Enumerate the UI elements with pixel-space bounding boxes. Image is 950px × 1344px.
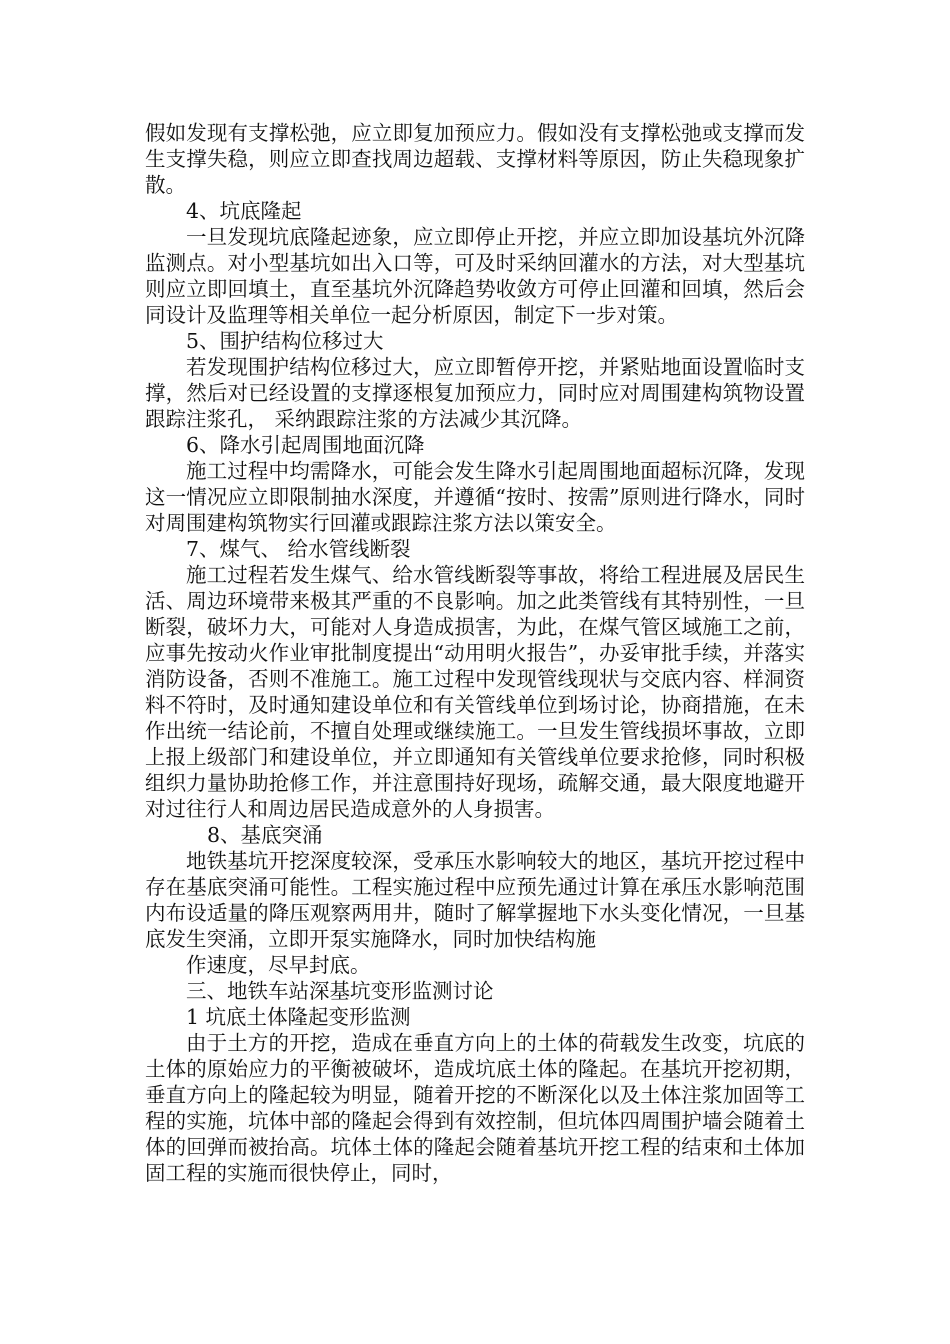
heading-section-three: 三、地铁车站深基坑变形监测讨论 xyxy=(186,979,494,1003)
paragraph-heave-monitoring: 由于土方的开挖，造成在垂直方向上的土体的荷载发生改变，坑底的土体的原始应力的平衡被破坏，造成坑底土体的隆起。在基坑开挖初期，垂直方向上的隆起较为明显，随着开挖的不断深化以及土体注浆加固等工程的实施，坑体中部的隆起会得到有效控制，但坑体四周围护墙会随着土体的回弹而被抬高。坑体土体的隆起会随着基坑开挖工程的结束和土体加固工程的实施而很快停止，同时， xyxy=(145,1031,805,1185)
paragraph-pit-bottom-heave: 一旦发现坑底隆起迹象，应立即停止开挖，并应立即加设基坑外沉降监测点。对小型基坑如出入口等，可及时采纳回灌水的方法，对大型基坑则应立即回填土，直至基坑外沉降趋势收敛方可停止回灌和回填，然后会同设计及监理等相关单位一起分析原因，制定下一步对策。 xyxy=(145,225,805,327)
paragraph-support-loosening: 假如发现有支撑松弛，应立即复加预应力。假如没有支撑松弛或支撑而发生支撑失稳，则应立即查找周边超载、支撑材料等原因，防止失稳现象扩散。 xyxy=(145,121,805,197)
paragraph-pipeline-rupture: 施工过程若发生煤气、给水管线断裂等事故，将给工程进展及居民生活、周边环境带来极其严重的不良影响。加之此类管线有其特别性，一旦断裂，破坏力大，可能对人身造成损害，为此，在煤气管区域施工之前，应事先按动火作业审批制度提出“动用明火报告”，办妥审批手续，并落实消防设备，否则不准施工。施工过程中发现管线现状与交底内容、样洞资料不符时，及时通知建设单位和有关管线单位到场讨论，协商措施，在未作出统一结论前，不擅自处理或继续施工。一旦发生管线损坏事故，立即上报上级部门和建设单位，并立即通知有关管线单位要求抢修，同时积极组织力量协助抢修工作，并注意围持好现场，疏解交通，最大限度地避开对过往行人和周边居民造成意外的人身损害。 xyxy=(145,563,805,821)
heading-pipeline-rupture: 7、煤气、 给水管线断裂 xyxy=(186,537,411,561)
paragraph-dewatering-settlement: 施工过程中均需降水，可能会发生降水引起周围地面超标沉降，发现这一情况应立即限制抽水深度，并遵循“按时、按需”原则进行降水，同时对周围建构筑物实行回灌或跟踪注浆方法以策安全。 xyxy=(145,459,805,535)
document-page xyxy=(145,120,805,1186)
heading-base-inrush: 8、基底突涌 xyxy=(207,823,323,847)
paragraph-base-inrush: 地铁基坑开挖深度较深，受承压水影响较大的地区，基坑开挖过程中存在基底突涌可能性。工程实施过程中应预先通过计算在承压水影响范围内布设适量的降压观察两用井，随时了解掌握地下水头变化情况，一旦基底发生突涌，立即开泵实施降水，同时加快结构施 xyxy=(145,849,805,951)
heading-retaining-displacement: 5、围护结构位移过大 xyxy=(186,329,384,353)
heading-dewatering-settlement: 6、降水引起周围地面沉降 xyxy=(186,433,425,457)
paragraph-retaining-displacement: 若发现围护结构位移过大，应立即暂停开挖，并紧贴地面设置临时支撑，然后对已经设置的支撑逐根复加预应力，同时应对周围建构筑物设置跟踪注浆孔， 采纳跟踪注浆的方法减少其沉降。 xyxy=(145,355,805,431)
heading-pit-bottom-heave: 4、坑底隆起 xyxy=(186,199,302,223)
paragraph-base-inrush-continued: 作速度，尽早封底。 xyxy=(186,953,371,977)
heading-heave-monitoring: 1 坑底土体隆起变形监测 xyxy=(186,1005,411,1029)
